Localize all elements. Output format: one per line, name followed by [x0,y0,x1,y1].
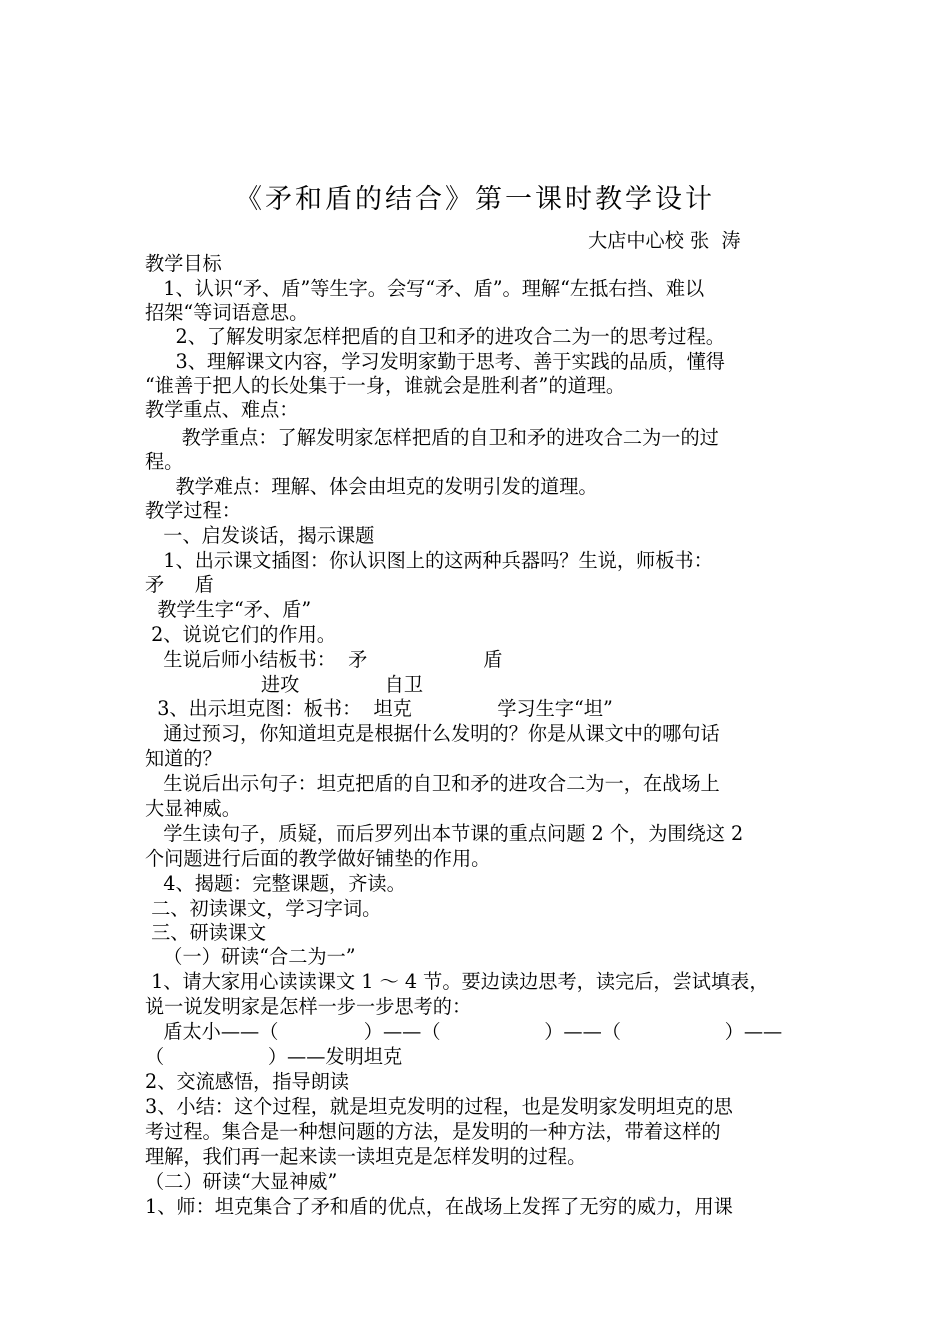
text-line: 说一说发明家是怎样一步一步思考的： [145,995,472,1018]
text-line: 通过预习，你知道坦克是根据什么发明的？你是从课文中的哪句话 [145,722,720,745]
text-line: 二、初读课文，学习字词。 [145,897,382,920]
text-line: 2、说说它们的作用。 [145,623,336,646]
text-line: 一、启发谈话，揭示课题 [145,524,375,547]
text-line: “谁善于把人的长处集于一身，谁就会是胜利者”的道理。 [145,374,626,397]
section-heading: 教学目标 [145,252,222,275]
text-line: 招架“等词语意思。 [145,301,309,324]
text-line: 3、理解课文内容，学习发明家勤于思考、善于实践的品质，懂得 [145,350,725,373]
text-line: 知道的？ [145,747,222,770]
document-title: 《矛和盾的结合》第一课时教学设计 [235,184,715,215]
section-heading: 教学重点、难点： [145,398,299,421]
text-line: 盾太小——（ ）——（ ）——（ ）—— [145,1020,783,1043]
section-heading: 教学过程： [145,499,241,522]
author-line: 大店中心校 张 涛 [588,229,741,252]
text-line: 学生读句子，质疑，而后罗列出本节课的重点问题 2 个，为围绕这 2 [145,822,744,845]
text-line: 1、认识“矛、盾”等生字。会写“矛、盾”。理解“左抵右挡、难以 [145,277,705,300]
text-line: 大显神威。 [145,797,241,820]
text-line: 三、研读课文 [145,921,267,944]
text-line: 生说后出示句子：坦克把盾的自卫和矛的进攻合二为一，在战场上 [145,772,720,795]
text-line: （二）研读“大显神威” [145,1170,338,1193]
text-line: 4、揭题：完整课题，齐读。 [145,872,406,895]
text-line: 程。 [145,450,184,473]
text-line: 教学难点：理解、体会由坦克的发明引发的道理。 [145,475,598,498]
text-line: 矛 盾 [145,573,214,596]
text-line: 1、出示课文插图：你认识图上的这两种兵器吗？生说，师板书： [145,549,713,572]
text-line: 考过程。集合是一种想问题的方法，是发明的一种方法，带着这样的 [145,1120,721,1143]
text-line: 3、小结：这个过程，就是坦克发明的过程，也是发明家发明坦克的思 [145,1095,733,1118]
text-line: 教学生字“矛、盾” [145,598,312,621]
text-line: 个问题进行后面的教学做好铺垫的作用。 [145,847,491,870]
text-line: 理解，我们再一起来读一读坦克是怎样发明的过程。 [145,1145,587,1168]
text-line: 教学重点：了解发明家怎样把盾的自卫和矛的进攻合二为一的过 [145,426,719,449]
text-line: 2、交流感悟，指导朗读 [145,1070,350,1093]
text-line: （ ）——发明坦克 [145,1045,403,1068]
text-line: （一）研读“合二为一” [145,945,356,968]
text-line: 1、请大家用心读读课文 1 ～ 4 节。要边读边思考，读完后，尝试填表， [145,970,769,993]
text-line: 生说后师小结板书： 矛 盾 [145,648,503,671]
text-line: 1、师：坦克集合了矛和盾的优点，在战场上发挥了无穷的威力，用课 [145,1195,733,1218]
text-line: 3、出示坦克图：板书： 坦克 学习生字“坦” [145,697,613,720]
text-line: 2、了解发明家怎样把盾的自卫和矛的进攻合二为一的思考过程。 [145,325,725,348]
text-line: 进攻 自卫 [145,673,424,696]
